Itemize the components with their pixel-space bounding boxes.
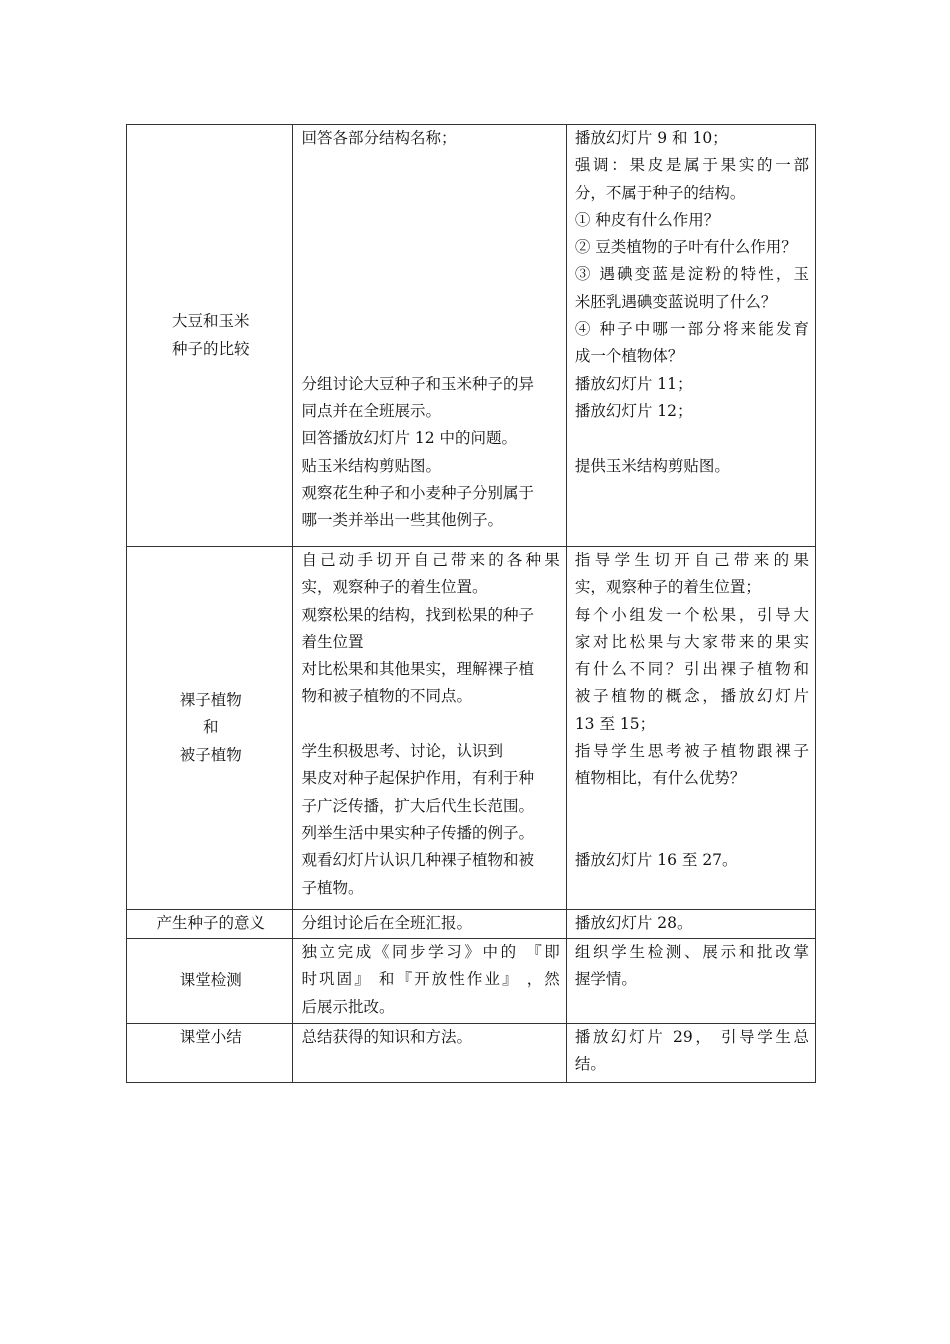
student-line: 回答播放幻灯片 12 中的问题。: [301, 429, 518, 448]
teacher-line: 米胚乳遇碘变蓝说明了什么？: [574, 292, 777, 311]
teacher-line: 结。: [574, 1055, 606, 1074]
student-line: 列举生活中果实种子传播的例子。: [301, 823, 534, 842]
student-line: 同点并在全班展示。: [301, 401, 441, 420]
teacher-line: ④ 种子中哪一部分将来能发育: [574, 320, 809, 339]
teacher-line: 指导学生思考被子植物跟裸子: [574, 742, 809, 761]
teacher-activity-cell: [566, 910, 815, 939]
topic-cell: [127, 1024, 293, 1083]
student-line: 着生位置: [301, 632, 364, 651]
teacher-activity-cell: [566, 1024, 815, 1083]
teacher-line: ① 种皮有什么作用？: [574, 210, 720, 229]
student-line: 哪一类并举出一些其他例子。: [301, 511, 503, 530]
teacher-line: 播放幻灯片 9 和 10；: [574, 129, 728, 147]
topic-cell: [127, 939, 293, 1024]
topic-cell: [127, 125, 293, 547]
teacher-line: 13 至 15；: [574, 714, 656, 733]
teacher-line: 握学情。: [574, 970, 637, 989]
student-activity-cell: [293, 1024, 566, 1083]
teacher-line: 实，观察种子的着生位置；: [574, 578, 761, 597]
student-line: 观看幻灯片认识几种裸子植物和被: [301, 851, 534, 870]
teacher-line: 播放幻灯片 12；: [574, 401, 693, 420]
teacher-line: ③ 遇碘变蓝是淀粉的特性，玉: [574, 265, 809, 284]
topic-cell: [127, 910, 293, 939]
teacher-line: 家对比松果与大家带来的果实: [574, 632, 809, 651]
student-activity-cell: [293, 125, 566, 547]
student-line: 观察松果的结构，找到松果的种子: [301, 605, 534, 624]
student-line: 自己动手切开自己带来的各种果: [301, 551, 560, 569]
table-row: [127, 910, 816, 939]
teacher-activity-cell: [566, 939, 815, 1024]
teacher-line: 植物相比，有什么优势？: [574, 769, 746, 788]
lesson-plan-table: [126, 124, 816, 1083]
topic-line: 裸子植物: [179, 691, 242, 710]
student-activity-cell: [293, 547, 566, 910]
student-line: 总结获得的知识和方法。: [301, 1028, 472, 1046]
student-line: 贴玉米结构剪贴图。: [301, 456, 441, 475]
teacher-line: 每个小组发一个松果，引导大: [574, 605, 809, 624]
topic-line: 种子的比较: [171, 339, 250, 358]
table-row: [127, 547, 816, 910]
teacher-activity-cell: [566, 547, 815, 910]
topic-line: 课堂小结: [179, 1028, 242, 1046]
teacher-line: 被子植物的概念，播放幻灯片: [574, 687, 809, 706]
topic-line: 被子植物: [179, 745, 242, 764]
student-line: 观察花生种子和小麦种子分别属于: [301, 483, 534, 502]
topic-line: 大豆和玉米: [171, 312, 250, 331]
student-line: 后展示批改。: [301, 997, 395, 1016]
student-line: 子广泛传播，扩大后代生长范围。: [301, 796, 534, 815]
teacher-line: 播放幻灯片 11；: [574, 374, 693, 393]
student-line: 果皮对种子起保护作用，有利于种: [301, 769, 534, 788]
teacher-line: 指导学生切开自己带来的果: [574, 551, 809, 569]
student-activity-cell: [293, 939, 566, 1024]
student-line: 物和被子植物的不同点。: [301, 687, 472, 706]
student-line: 时巩固』 和『开放性作业』 ，然: [301, 970, 560, 989]
student-line: 分组讨论大豆种子和玉米种子的异: [301, 374, 534, 393]
teacher-line: 强调：果皮是属于果实的一部: [574, 156, 809, 175]
topic-line: 产生种子的意义: [156, 914, 265, 932]
student-line: 对比松果和其他果实，理解裸子植: [301, 660, 534, 679]
student-line: 独立完成《同步学习》中的 『即: [301, 943, 560, 961]
teacher-line: 播放幻灯片 16 至 27。: [574, 851, 738, 870]
student-line: 子植物。: [301, 878, 364, 897]
teacher-line: 组织学生检测、展示和批改掌: [574, 943, 809, 961]
teacher-line: ② 豆类植物的子叶有什么作用？: [574, 238, 797, 257]
table-row: [127, 939, 816, 1024]
teacher-line: 成一个植物体？: [574, 347, 684, 366]
teacher-line: 播放幻灯片 29， 引导学生总: [574, 1028, 809, 1046]
teacher-line: 有什么不同？引出裸子植物和: [574, 660, 809, 679]
topic-cell: [127, 547, 293, 910]
table-row: [127, 1024, 816, 1083]
teacher-line: 提供玉米结构剪贴图。: [574, 456, 730, 475]
teacher-line: 播放幻灯片 28。: [574, 914, 693, 932]
student-activity-cell: [293, 910, 566, 939]
topic-line: 课堂检测: [179, 971, 242, 990]
student-line: 分组讨论后在全班汇报。: [301, 914, 472, 932]
student-line: 回答各部分结构名称；: [301, 129, 457, 147]
teacher-activity-cell: [566, 125, 815, 547]
student-line: 学生积极思考、讨论，认识到: [301, 742, 503, 761]
teacher-line: 分，不属于种子的结构。: [574, 183, 746, 202]
student-line: 实，观察种子的着生位置。: [301, 578, 488, 597]
table-row: [127, 125, 816, 547]
topic-line: 和: [202, 718, 219, 737]
